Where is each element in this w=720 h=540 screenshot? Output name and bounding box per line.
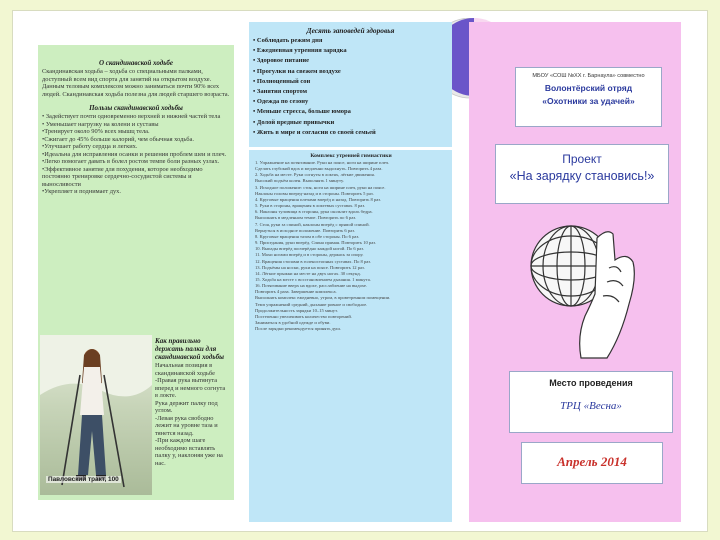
benefit-item: •Тренирует около 90% всех мышц тела. — [42, 128, 150, 135]
exercise-line: 8. Круговые вращения тазом в обе стороны. По 6 раз. — [255, 233, 360, 239]
rule-item: • Ежедневная утренняя зарядка — [253, 47, 347, 55]
exercise-line: Повторить 4 раза. Завершение комплекса. — [255, 289, 337, 295]
benefit-item: •Сжигает до 45% больше калорий, чем обычная ходьба. — [42, 135, 194, 143]
volunteer-squad-label: Волонтёрский отряд — [544, 83, 633, 93]
middle-panel — [249, 22, 452, 522]
pole-step: -Левая рука свободно лежит на уровне таза и тянется назад. — [155, 414, 218, 437]
divider — [249, 147, 452, 150]
benefits-title: Пользы скандинавской ходьбы — [89, 104, 183, 112]
nordic-walking-intro: Скандинавская ходьба – ходьба со специальными палками, доступный всем вид спорта для занятий на открытом воздухе. Данным теловым комплексом можно заниматься почти 90% всех людей. Скандинавская ходьба полезна для людей старшего возраста. — [42, 68, 230, 98]
exercise-line: Наклоны головы вперед-назад и в стороны. Повторить 5 раз. — [255, 190, 374, 196]
pole-step: Рука держит палку под углом. — [155, 399, 218, 414]
exercise-line: После зарядки рекомендуется принять душ. — [255, 326, 341, 332]
exercise-line: 14. Лёгкие прыжки на месте на двух ногах. 30 секунд. — [255, 270, 361, 276]
exercise-line: 7. Стоя, руки за спиной, наклоны вперёд с прямой спиной. — [255, 221, 370, 227]
benefit-item: •Эффективное занятие для похудения, которое необходимо постоянно тренировке сердечно-сосудистой системы и выносливости — [42, 165, 203, 188]
rule-item: • Меньше стресса, больше юмора — [253, 108, 351, 116]
exercise-line: 5. Руки в стороны, вращения в локтевых суставах. 8 раз. — [255, 203, 366, 209]
organization-box — [515, 67, 662, 127]
health-rules-title: Десять заповедей здоровья — [306, 26, 395, 35]
venue-box — [509, 371, 673, 433]
venue-label: Место проведения — [549, 378, 633, 388]
rule-item: • Жить в мире и согласии со своей семьей — [253, 128, 376, 136]
exercise-line: 9. Приседания, руки вперёд. Спина прямая. Повторить 10 раз. — [255, 240, 377, 246]
exercise-line: Высокий подъём колен. Выполнять 1 минуту. — [255, 178, 344, 184]
exercise-line: 13. Подъёмы на носки, руки на поясе. Повторить 12 раз. — [255, 264, 365, 270]
rule-item: • Долой вредные привычки — [253, 118, 335, 126]
benefit-item: •Улучшает работу сердца и легких. — [42, 143, 138, 150]
health-rules-list — [253, 36, 448, 138]
exercise-line: Выполнять комплекс ежедневно, утром, в проветренном помещении. — [255, 295, 391, 301]
exercise-line: Продолжительность зарядки 10–15 минут. — [255, 307, 338, 313]
squad-name: «Охотники за удачей» — [542, 96, 635, 106]
rule-item: • Занятия спортом — [253, 88, 307, 96]
nordic-walking-photo — [40, 335, 152, 495]
venue-name: ТРЦ «Весна» — [560, 400, 622, 412]
exercise-line: Вернуться в исходное положение. Повторить 6 раз. — [255, 227, 356, 233]
pole-technique-title: Как правильно держать палки для скандинавской ходьбы — [155, 337, 224, 361]
exercise-line: 2. Ходьба на месте. Руки согнуты в локтях, лёгкие движения. — [255, 172, 375, 178]
exercise-line: Заниматься в удобной одежде и обуви. — [255, 320, 331, 326]
exercise-line: Темп упражнений средний, дыхание ровное и свободное. — [255, 301, 368, 307]
exercise-line: 15. Ходьба на месте с восстановлением дыхания. 1 минута. — [255, 276, 371, 282]
exercise-line: 3. Исходное положение: стоя, ноги на ширине плеч, руки на поясе. — [255, 184, 386, 190]
globe-hand-icon — [511, 208, 661, 368]
benefit-item: •Идеальна для исправления осанки и решения проблем шеи и плеч. — [42, 150, 227, 158]
benefit-item: •Легко помогает давать в болел ростом темпе боли разных узлах. — [42, 158, 220, 165]
exercise-line: 11. Махи ногами вперёд и в стороны, держась за опору. — [255, 252, 364, 258]
pole-step: -Правая рука вытянута вперед и немного согнута в локте. — [155, 377, 226, 399]
benefit-item: •Укрепляет и поднимает дух. — [42, 188, 121, 195]
project-box — [495, 144, 669, 204]
nordic-walking-title: О скандинавской ходьбе — [99, 59, 173, 67]
exercise-line: 6. Наклоны туловища в стороны, рука скользит вдоль бедра. — [255, 209, 373, 215]
exercise-line: 16. Потягивание вверх на вдохе, расслабление на выдохе. — [255, 283, 368, 289]
rule-item: • Полноценный сон — [253, 77, 311, 85]
exercise-line: Постепенно увеличивать количество повторений. — [255, 313, 352, 319]
exercise-line: 10. Выпады вперёд поочерёдно каждой ногой. По 6 раз. — [255, 246, 365, 252]
left-panel — [38, 45, 234, 500]
pole-step: Начальная позиция в скандинавской ходьбе — [155, 362, 215, 377]
benefit-item: • Задействует почти одновременно верхней и нижней частей тела — [42, 113, 221, 120]
exercise-line: 4. Круговые вращения плечами вперёд и назад. Повторить 8 раз. — [255, 196, 382, 202]
address-caption: Павловский тракт, 100 — [48, 476, 119, 483]
walker-figure-icon — [40, 335, 152, 495]
project-label: Проект — [562, 152, 602, 166]
organization-line: МБОУ «СОШ №XX г. Барнаула» совместно — [532, 73, 645, 79]
rule-item: • Соблюдать режим дня — [253, 37, 323, 44]
project-name: «На зарядку становись!» — [509, 169, 655, 183]
rule-item: • Прогулки на свежем воздухе — [253, 67, 341, 75]
exercise-line: Сделать глубокий вдох и медленно выдохнуть. Повторить 4 раза. — [255, 166, 383, 172]
exercise-line: 12. Вращения стопами в голеностопных суставах. По 8 раз. — [255, 258, 372, 264]
event-date: Апрель 2014 — [557, 454, 627, 469]
exercise-list — [255, 160, 447, 332]
date-box — [521, 442, 663, 484]
exercise-line: 1. Упражнение на потягивание. Руки на поясе, ноги на ширине плеч. — [255, 160, 390, 165]
benefits-list — [42, 113, 230, 196]
rule-item: • Здоровое питание — [253, 57, 310, 65]
pole-step: -При каждом шаге необходимо вставлять палку у, наклоняя уже на нас. — [155, 437, 223, 467]
right-panel — [469, 22, 681, 522]
rule-item: • Одежда по сезону — [253, 98, 309, 106]
benefit-item: • Уменьшает нагрузку на колени и суставы — [42, 120, 159, 128]
pole-technique-block — [155, 337, 229, 467]
exercise-title: Комплекс утренней гимнастики — [310, 153, 392, 159]
exercise-line: Выполнять в медленном темпе. Повторить по 6 раз. — [255, 215, 357, 221]
